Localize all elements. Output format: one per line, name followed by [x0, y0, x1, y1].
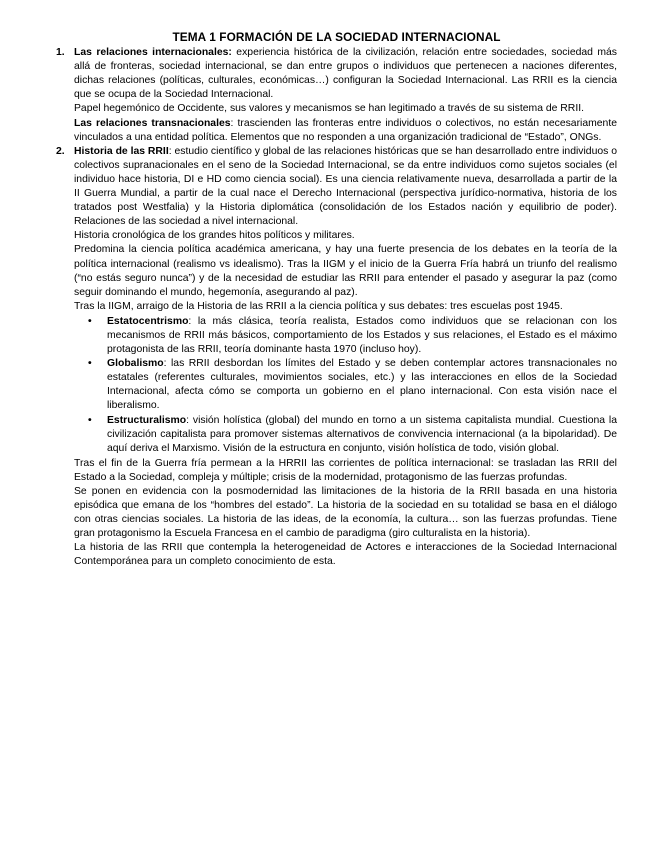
schools-list: [88, 315, 617, 456]
paragraph-relaciones-internacionales: [74, 46, 617, 102]
bullet-text: [107, 414, 617, 456]
bullet-icon: •: [88, 358, 92, 370]
paragraph-conclusion: La historia de las RRII que contempla la heterogeneidad de Actores e interacciones de la Sociedad Internacional Contemporánea para un completo conocimiento de esta.: [74, 542, 617, 568]
list-item-estatocentrismo: [88, 315, 617, 357]
section-number: 1.: [56, 47, 65, 59]
bullet-text: [107, 357, 617, 413]
definition-text: : la más clásica, teoría realista, Estados como individuos que se relacionan con los mecanismos de RRII más básicos, comportamiento de los Estados y sus relaciones, el Estado es el máximo protagonista de las RRII, teoría dominante hasta 1970 (incluso hoy).: [107, 315, 617, 356]
term-estructuralismo: Estructuralismo: [107, 414, 187, 426]
section-number: 2.: [56, 145, 65, 157]
term-relaciones-internacionales: Las relaciones internacionales:: [74, 47, 232, 59]
paragraph-ciencia-politica: Predomina la ciencia política académica americana, y hay una fuerte presencia de los debates en la teoría de la política internacional (realismo vs idealismo). Tras la IIGM y el inicio de la Guerra Fría habrá un triunfo del realismo (“no estás seguro nunca”) y de la necesidad de estudiar las RRII para entender el pasado y asegurar la paz (como seguir dominando el mundo, hegemonía, asegurando al paz).: [74, 244, 617, 298]
list-item-estructuralismo: [88, 414, 617, 456]
term-relaciones-transnacionales: Las relaciones transnacionales: [74, 117, 231, 129]
list-item-globalismo: [88, 357, 617, 413]
term-globalismo: Globalismo: [107, 358, 164, 370]
definition-text: : visión holística (global) del mundo en torno a un sistema capitalista mundial. Cuestiona la civilización capitalista para promover sistemas alternativos de convivencia internacional (a la bipolaridad). De aquí deriva el Marxismo. Visión de la estructura en conjunto, visión holística de todo, visión global.: [107, 414, 617, 454]
section-body: [74, 46, 617, 145]
bullet-text: [107, 315, 617, 357]
paragraph-relaciones-transnacionales: [74, 117, 617, 145]
paragraph-historia-rrii: [74, 145, 617, 230]
bullet-icon: •: [88, 414, 92, 426]
section-2: [56, 145, 617, 570]
section-1: [56, 46, 617, 145]
term-historia-rrii: Historia de las RRII: [74, 145, 169, 157]
section-body: [74, 145, 617, 570]
paragraph-papel-hegemonico: Papel hegemónico de Occidente, sus valores y mecanismos se han legitimado a través de su sistema de RRII.: [74, 103, 584, 115]
definition-text: experiencia histórica de la civilización, relación entre sociedades, sociedad más allá de fronteras, sociedad internacional, se dan entre grupos o individuos que pertenecen a naciones diferentes, dichas relaciones (políticas, culturales, económicas…) configuran la Sociedad Internacional. Las RRII es la ciencia que se ocupa de la Sociedad Internacional.: [74, 47, 617, 101]
paragraph-posmodernidad: Se ponen en evidencia con la posmodernidad las limitaciones de la historia de la RRII basada en una historia episódica que emana de los “hombres del estado”. La historia de la sociedad en su totalidad se basa en el diálogo con otras ciencias sociales. La historia de las ideas, de la economía, la cultura… son las fuerzas profundas. Tiene gran protagonismo la Escuela Francesa en el cambio de paradigma (giro culturalista en la historia).: [74, 486, 617, 540]
definition-text: : trascienden las fronteras entre individuos o colectivos, no están necesariamente vinculados a una entidad política. Elementos que no responden a una organización tradicional de “Estado”, ONGs.: [74, 117, 617, 143]
term-estatocentrismo: Estatocentrismo: [107, 315, 189, 327]
page-title: TEMA 1 FORMACIÓN DE LA SOCIEDAD INTERNACIONAL: [172, 30, 501, 44]
definition-text: : las RRII desbordan los límites del Estado y se deben contemplar actores transnacionales no estatales (referentes culturales, movimientos sociales, etc.) y las interacciones en ellos de la Sociedad Internacional, afecta cómo se comporta un gobierno en el plano internacional. Con esta visión nace el liberalismo.: [107, 358, 617, 412]
definition-text: : estudio científico y global de las relaciones históricas que se han desarrollado entre individuos o colectivos supranacionales en el seno de la Sociedad Internacional, se da entre individuos como sujetos sociales (el individuo hace historia, DI e HD como ciencia social). Es una ciencia relativamente nueva, desarrollada a partir de la II Guerra Mundial, a partir de la cual nace el Derecho Internacional (perspectiva jurídico-normativa, historia de los tratados post Westfalia) y la Historia diplomática (consolidación de los Estados nación y equilibrio de poder). Relaciones de las sociedad a nivel internacional.: [74, 145, 618, 228]
paragraph-historia-cronologica: Historia cronológica de los grandes hitos políticos y militares.: [74, 230, 355, 242]
paragraph-fin-guerra-fria: Tras el fin de la Guerra fría permean a la HRRII las corrientes de política internacional: se trasladan las RRII del Estado a la Sociedad, compleja y múltiple; crisis de la modernidad, protagonismo de las fuerzas profundas.: [74, 457, 617, 483]
bullet-icon: •: [88, 315, 92, 327]
paragraph-tres-escuelas: Tras la IIGM, arraigo de la Historia de las RRII a la ciencia política y sus debates: tres escuelas post 1945.: [74, 300, 563, 312]
